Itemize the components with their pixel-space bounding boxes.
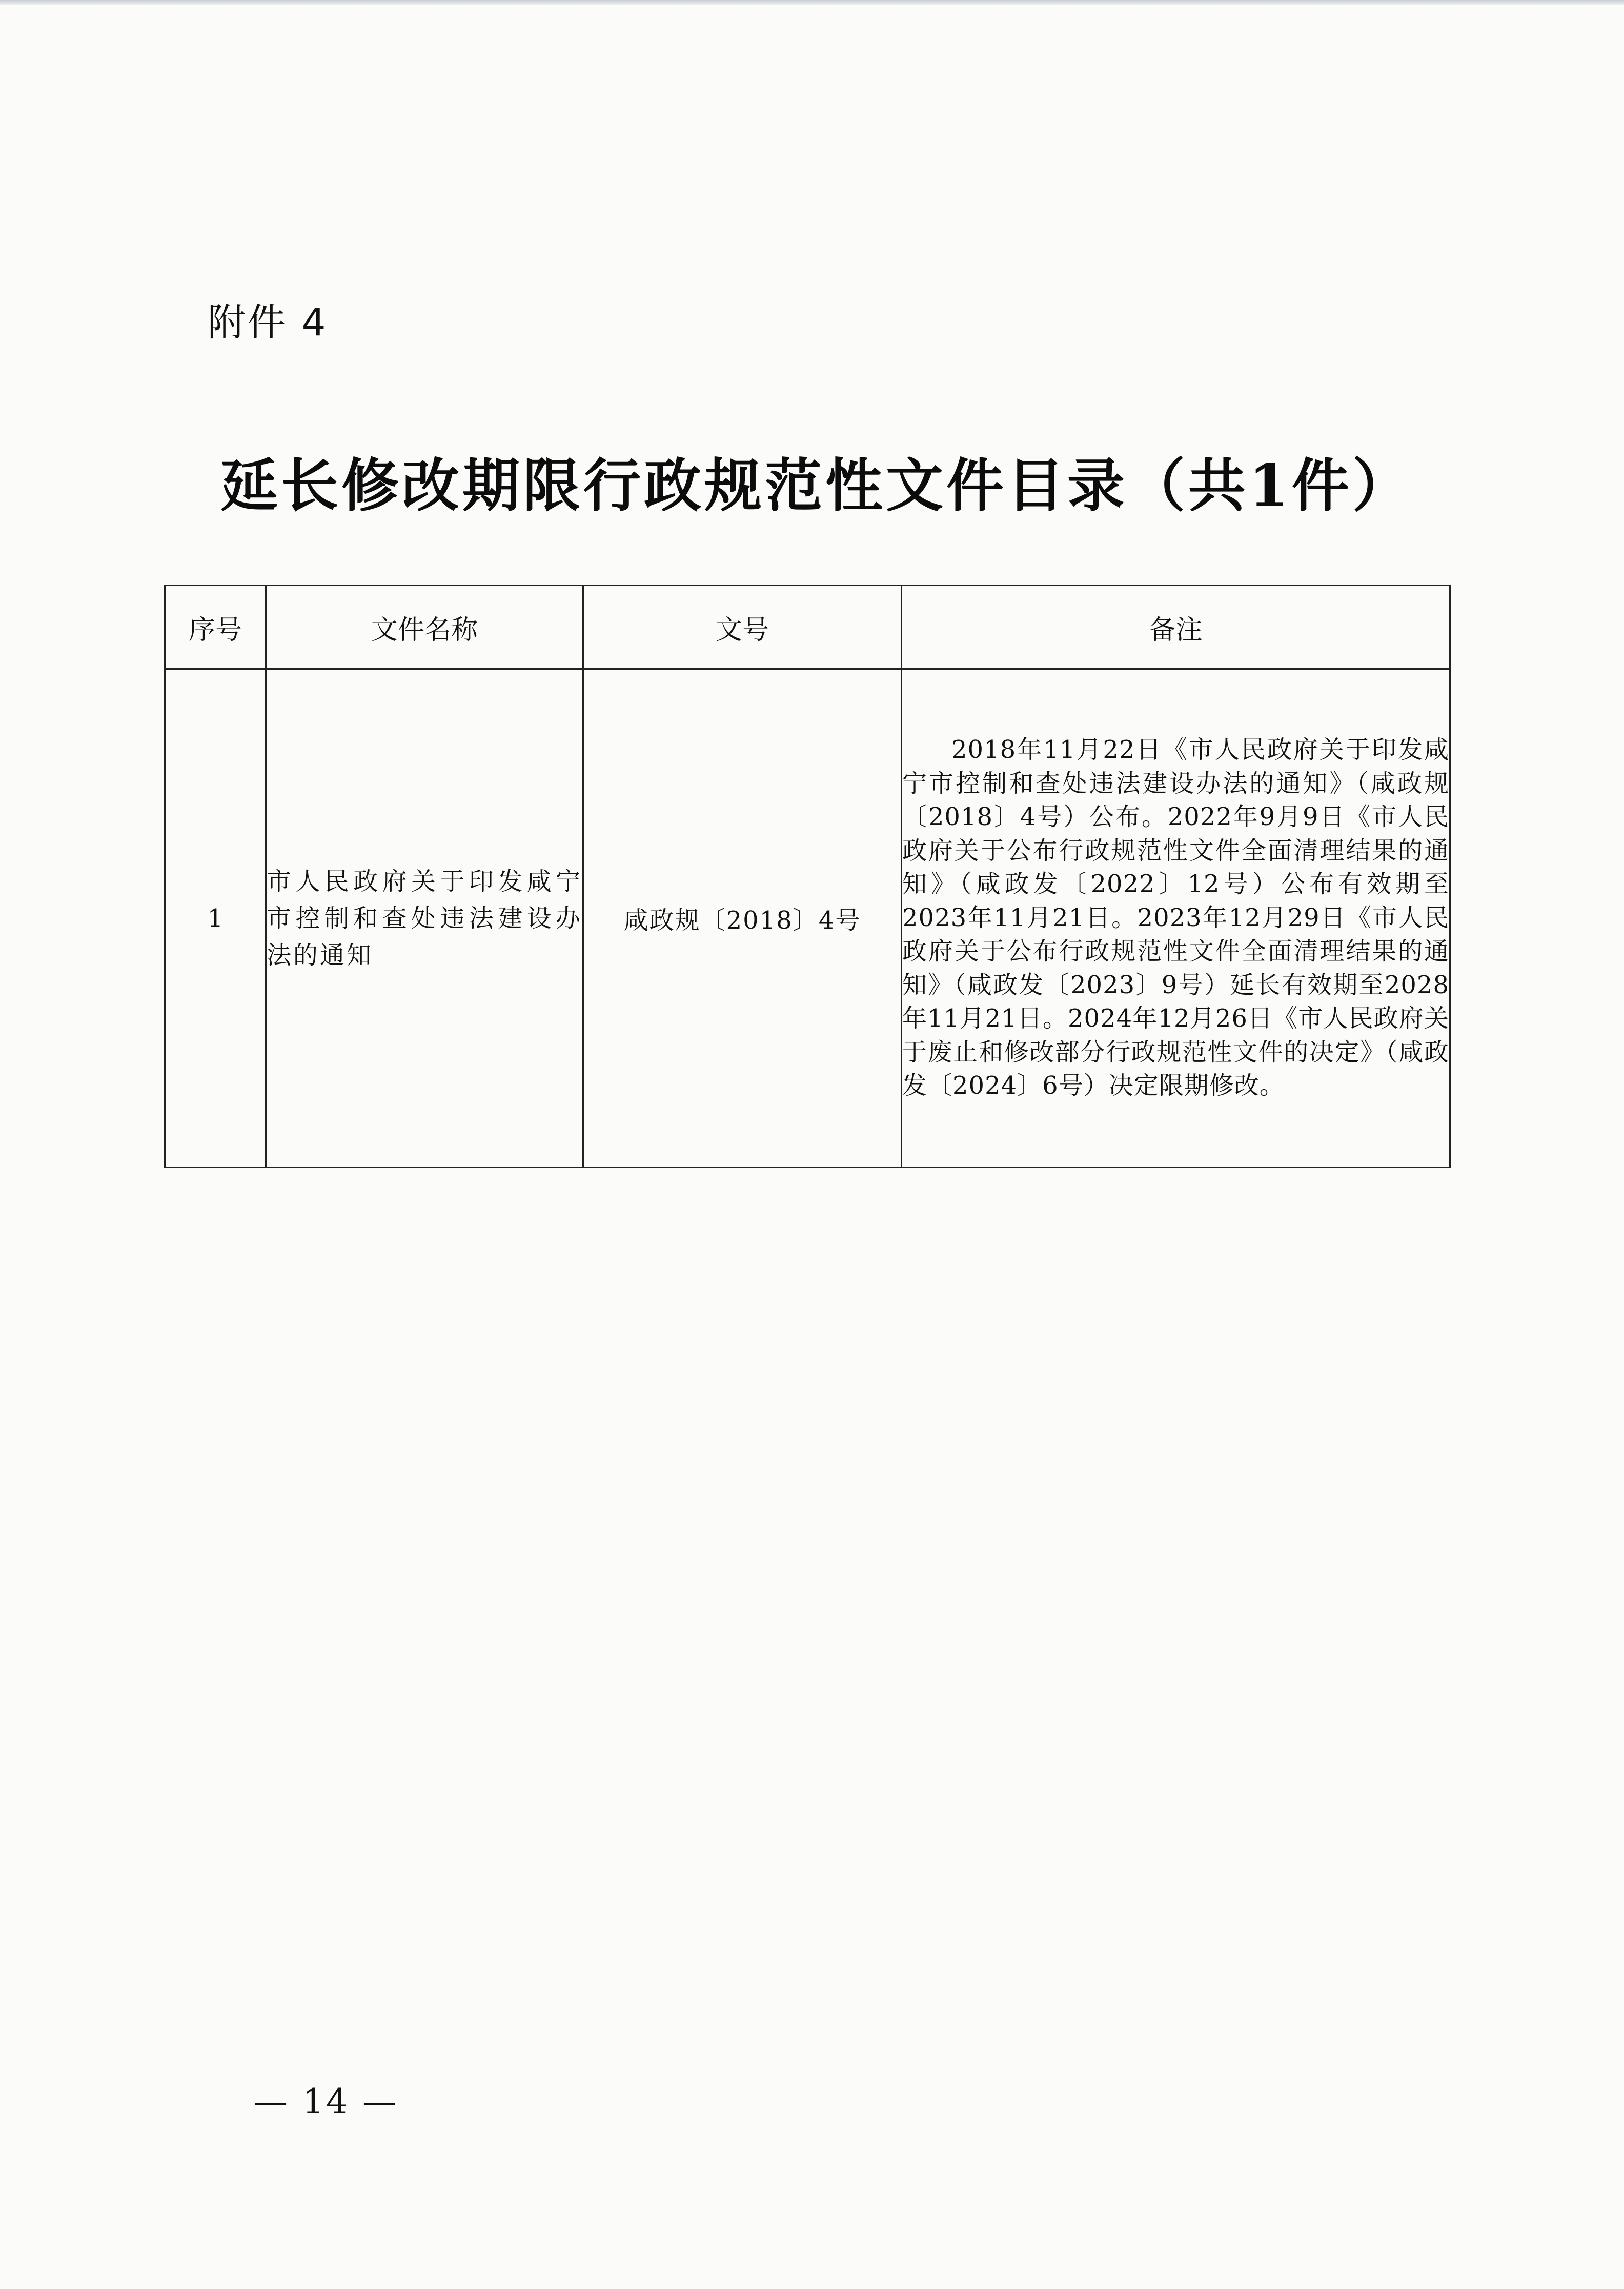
scan-top-edge (0, 0, 1624, 5)
table-row (165, 669, 1450, 1168)
document-list-table (164, 585, 1451, 1168)
table-header-row (165, 586, 1450, 669)
header-seq: 序号 (165, 586, 266, 669)
header-remark: 备注 (902, 586, 1450, 669)
cell-seq: 1 (165, 669, 266, 1168)
attachment-label: 附件 4 (208, 300, 328, 345)
document-title: 延长修改期限行政规范性文件目录（共1件） (220, 452, 1413, 519)
header-file-name: 文件名称 (266, 586, 583, 669)
cell-doc-number: 咸政规〔2018〕4号 (583, 669, 902, 1168)
page-number: — 14 — (254, 2082, 398, 2121)
cell-remark: 2018年11月22日《市人民政府关于印发咸宁市控制和查处违法建设办法的通知》（咸政规〔2018〕4号）公布。2022年9月9日《市人民政府关于公布行政规范性文件全面清理结果的通知》（咸政发〔2022〕12号）公布有效期至2023年11月21日。2023年12月29日《市人民政府关于公布行政规范性文件全面清理结果的通知》（咸政发〔2023〕9号）延长有效期至2028年11月21日。2024年12月26日《市人民政府关于废止和修改部分行政规范性文件的决定》（咸政发〔2024〕6号）决定限期修改。 (902, 669, 1450, 1168)
header-doc-number: 文号 (583, 586, 902, 669)
cell-file-name: 市人民政府关于印发咸宁市控制和查处违法建设办法的通知 (266, 669, 583, 1168)
